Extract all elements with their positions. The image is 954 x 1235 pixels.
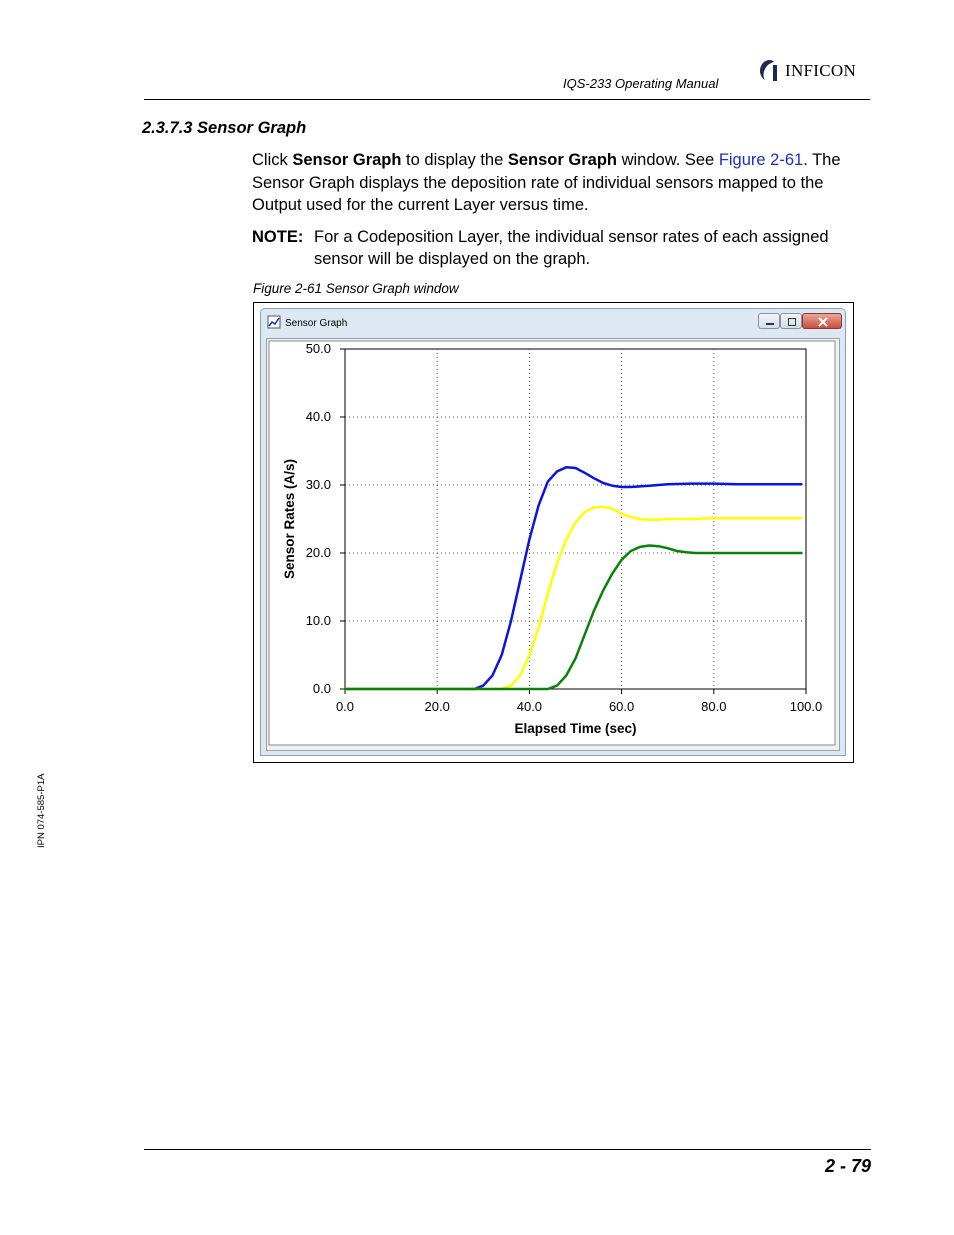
close-button[interactable] [802,313,842,329]
y-tick-label: 10.0 [305,613,331,628]
x-tick-label: 80.0 [701,699,727,714]
minimize-icon [759,314,781,330]
x-tick-label: 100.0 [789,699,823,714]
minimize-button[interactable] [758,313,780,329]
x-axis-title: Elapsed Time (sec) [514,721,637,736]
y-axis-title: Sensor Rates (A/s) [282,458,297,580]
figure-caption: Figure 2-61 Sensor Graph window [253,281,459,296]
footer-rule [144,1149,871,1150]
body-paragraph [252,149,872,217]
para-text: . The Sensor Graph displays the deposition rate of individual sensors mapped to the Output used for the current Layer versus time. [252,151,841,214]
maximize-button[interactable] [780,313,802,329]
page-number: 2 - 79 [825,1156,872,1176]
chart-area [266,338,840,751]
para-bold-sensor-graph: Sensor Graph [292,151,402,169]
para-bold-sensor-graph: Sensor Graph [507,151,617,169]
y-tick-label: 40.0 [305,409,331,424]
close-icon [803,314,843,330]
note-text: For a Codeposition Layer, the individual sensor rates of each assigned sensor will be displayed on the graph. [314,228,829,268]
graph-app-icon [267,315,281,329]
x-tick-label: 60.0 [608,699,635,714]
sensor-graph-window [260,308,846,756]
window-title-bar[interactable] [261,309,845,335]
figure-link[interactable]: Figure 2-61 [718,151,804,169]
y-tick-label: 30.0 [305,477,331,492]
x-tick-label: 0.0 [335,699,355,714]
sensor-rate-chart [267,339,839,750]
para-text: to display the [401,151,508,169]
inficon-logo-mark-icon [758,58,782,84]
maximize-icon [781,314,803,330]
y-tick-label: 20.0 [305,545,331,560]
x-tick-label: 20.0 [424,699,450,714]
y-tick-label: 50.0 [305,341,331,356]
note-block [252,226,872,270]
window-title: Sensor Graph [285,318,348,329]
note-label: NOTE: [252,228,304,246]
section-heading: 2.3.7.3 Sensor Graph [142,119,307,137]
x-tick-label: 40.0 [516,699,543,714]
logo-text: INFICON [785,61,857,80]
header-title: IQS-233 Operating Manual [563,76,719,91]
inficon-logo [758,58,876,84]
grid-lines [269,341,835,745]
para-text: window. See [617,151,719,169]
y-tick-label: 0.0 [312,681,331,696]
side-document-id: IPN 074-585-P1A [36,773,47,848]
header-rule [144,99,870,100]
para-text: Click [252,151,293,169]
